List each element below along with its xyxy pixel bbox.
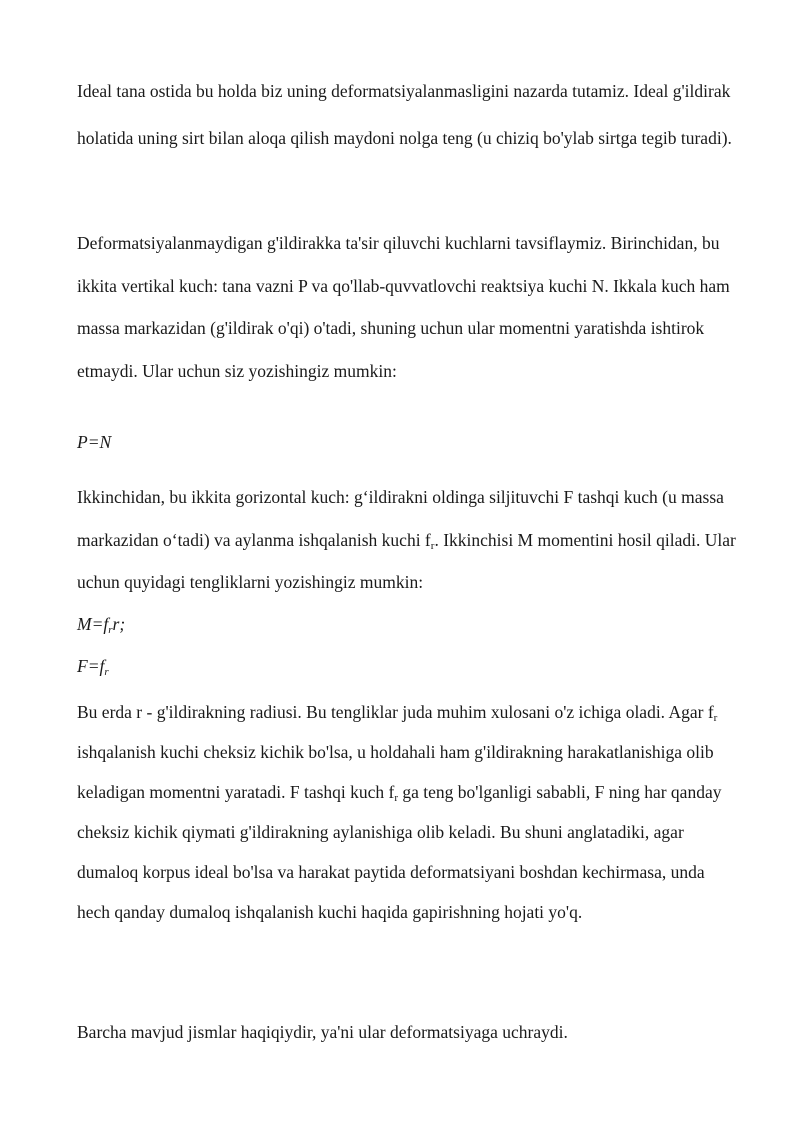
subscript: r bbox=[104, 666, 109, 678]
subscript: r bbox=[713, 712, 718, 724]
text-segment: Ikkinchidan, bu ikkita gorizontal kuch: g‘ildirakni oldinga siljituvchi F tashqi kuch (u massa markazidan o‘tadi) va aylanma ishqalanish kuchi f bbox=[77, 487, 724, 550]
text-segment: . Ikkinchisi M momentini hosil qiladi. Ular uchun quyidagi tengliklarni yozishingiz mumkin: bbox=[77, 529, 736, 592]
paragraph-forces-vertical: Deformatsiyalanmaydigan g'ildirakka ta'sir qiluvchi kuchlarni tavsiflaymiz. Birinchidan, bu ikkita vertikal kuch: tana vazni P va qo'llab-quvvatlovchi reaktsiya kuchi N. Ikkala kuch ham massa markazidan (g'ildirak o'qi) o'tadi, shuning uchun ular momentni yaratishda ishtirok etmaydi. Ular uchun siz yozishingiz mumkin: bbox=[77, 233, 730, 381]
subscript: r bbox=[394, 792, 399, 804]
paragraph-forces-horizontal bbox=[77, 476, 737, 604]
formula-segment: M=f bbox=[77, 614, 109, 634]
paragraph-ideal-body: Ideal tana ostida bu holda biz uning deformatsiyalanmasligini nazarda tutamiz. Ideal g'ildirak holatida uning sirt bilan aloqa qilish maydoni nolga teng (u chiziq bo'ylab sirtga tegib turadi). bbox=[77, 81, 732, 148]
text-segment: ishqalanish kuchi cheksiz kichik bo'lsa, u holdahali ham g'ildirakning harakatlanishiga olib keladigan momentni yaratadi. F tashqi kuch f bbox=[77, 742, 714, 802]
formula-segment: r; bbox=[112, 614, 126, 634]
paragraph-real-bodies: Barcha mavjud jismlar haqiqiydir, ya'ni ular deformatsiyaga uchraydi. bbox=[77, 1022, 568, 1042]
text-segment: ga teng bo'lganligi sababli, F ning har qanday cheksiz kichik qiymati g'ildirakning aylanishiga olib keladi. Bu shuni anglatadiki, agar dumaloq korpus ideal bo'lsa va harakat paytida deformatsiyani boshdan kechirmasa, unda hech qanday dumaloq ishqalanish kuchi haqida gapirishning hojati yo'q. bbox=[77, 782, 722, 922]
formula-force bbox=[77, 646, 109, 686]
formula-segment: F=f bbox=[77, 656, 105, 676]
formula-p-equals-n: P=N bbox=[77, 432, 112, 452]
formula-moment bbox=[77, 604, 125, 644]
subscript: r bbox=[108, 624, 113, 636]
subscript: r bbox=[430, 539, 435, 552]
text-segment: Bu erda r - g'ildirakning radiusi. Bu tengliklar juda muhim xulosani o'z ichiga oladi. Agar f bbox=[77, 702, 714, 722]
paragraph-conclusion bbox=[77, 692, 737, 932]
